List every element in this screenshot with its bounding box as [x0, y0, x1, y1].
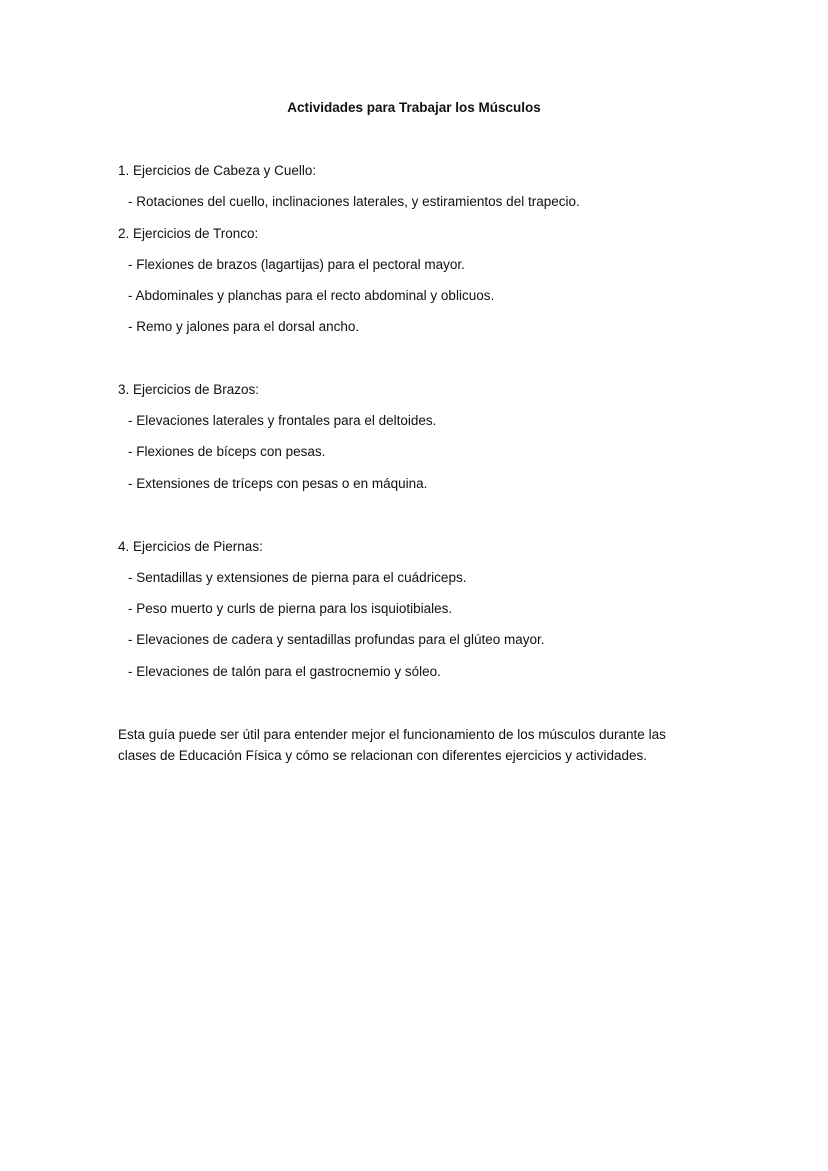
- list-item: - Sentadillas y extensiones de pierna para el cuádriceps.: [128, 570, 467, 585]
- list-item: - Peso muerto y curls de pierna para los isquiotibiales.: [128, 601, 453, 616]
- list-item: - Flexiones de bíceps con pesas.: [128, 444, 326, 459]
- list-item: - Elevaciones laterales y frontales para el deltoides.: [128, 413, 437, 428]
- section-heading-brazos: 3. Ejercicios de Brazos:: [118, 382, 260, 397]
- list-item: - Elevaciones de talón para el gastrocnemio y sóleo.: [128, 664, 441, 679]
- list-item: - Flexiones de brazos (lagartijas) para el pectoral mayor.: [128, 257, 465, 272]
- document-title: Actividades para Trabajar los Músculos: [287, 100, 541, 115]
- list-item: - Remo y jalones para el dorsal ancho.: [128, 319, 360, 334]
- section-heading-cabeza-cuello: 1. Ejercicios de Cabeza y Cuello:: [118, 163, 317, 178]
- list-item: - Elevaciones de cadera y sentadillas profundas para el glúteo mayor.: [128, 632, 545, 647]
- list-item: - Rotaciones del cuello, inclinaciones laterales, y estiramientos del trapecio.: [128, 194, 580, 209]
- closing-paragraph: [118, 724, 718, 766]
- list-item: - Extensiones de tríceps con pesas o en máquina.: [128, 476, 428, 491]
- section-heading-tronco: 2. Ejercicios de Tronco:: [118, 226, 259, 241]
- closing-line: Esta guía puede ser útil para entender mejor el funcionamiento de los músculos durante las: [118, 727, 666, 742]
- section-heading-piernas: 4. Ejercicios de Piernas:: [118, 539, 263, 554]
- closing-line: clases de Educación Física y cómo se relacionan con diferentes ejercicios y actividades.: [118, 748, 648, 763]
- list-item: - Abdominales y planchas para el recto abdominal y oblicuos.: [128, 288, 495, 303]
